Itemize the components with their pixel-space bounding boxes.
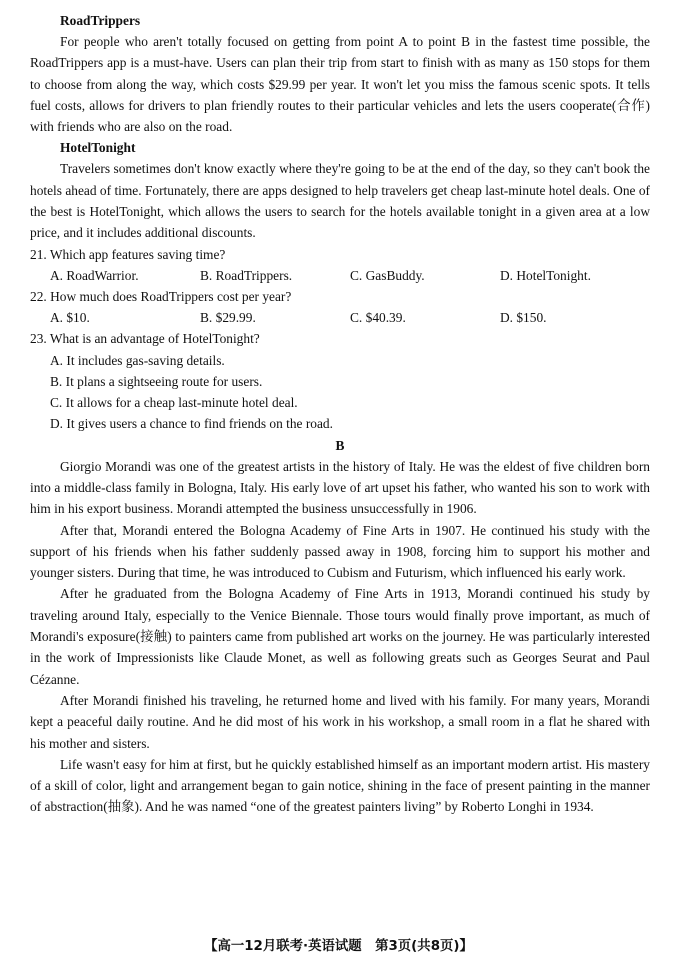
option-21-d: D. HotelTonight. [500,267,591,283]
paragraph-b-2: After that, Morandi entered the Bologna Academy of Fine Arts in 1907. He continued his study with the support of his friends when his father suddenly passed away in 1908, forcing him to support his mother and younger sisters. During that time, he was introduced to Cubism and Futurism, which influenced his early work. [30,522,650,581]
paragraph-b-1: Giorgio Morandi was one of the greatest artists in the history of Italy. He was the eldest of five children born into a middle-class family in Bologna, Italy. His early love of art upset his father, who wanted his son to work with him in his export business. Morandi attempted the business unsuccessfully in 1906. [30,458,650,517]
option-21-a: A. RoadWarrior. [50,267,139,283]
heading-hoteltonight: HotelTonight [60,140,136,156]
option-22-b: B. $29.99. [200,310,256,326]
section-b-label: B [335,437,345,453]
option-21-c: C. GasBuddy. [350,267,425,283]
question-22: 22. How much does RoadTrippers cost per year? [30,289,292,305]
question-22-options [30,307,650,328]
heading-roadtrippers: RoadTrippers [60,13,141,28]
paragraph-hoteltonight: Travelers sometimes don't know exactly where they're going to be at the end of the day, so they can't book the hotels ahead of time. Fortunately, there are apps designed to help travelers get cheap last-minute hotel deals. One of the best is HotelTonight, which allows the users to search for the hotels available tonight in a given area at a low price, and it includes additional discounts. [30,161,650,241]
option-23-a: A. It includes gas-saving details. [50,352,225,368]
question-21-options [30,265,650,286]
paragraph-b-3: After he graduated from the Bologna Academy of Fine Arts in 1913, Morandi continued his study by traveling around Italy, especially to the Venice Biennale. Those tours would finally prove important, as much of Morandi's exposure(接触) to painters came from published art works on the journey. He was particularly interested in the work of Impressionists like Claude Monet, as well as following greats such as Georges Seurat and Paul Cézanne. [30,586,650,687]
question-23: 23. What is an advantage of HotelTonight? [30,331,260,347]
paragraph-roadtrippers: For people who aren't totally focused on getting from point A to point B in the fastest time possible, the RoadTrippers app is a must-have. Users can plan their trip from start to finish with as many as 150 stops for them to choose from along the way, which costs $29.99 per year. It won't let you miss the famous scenic spots. It tells fuel costs, allows for drivers to plan friendly routes to their particular vehicles and lets the users cooperate(合作) with friends who are also on the road. [30,34,650,135]
option-23-d: D. It gives users a chance to find friends on the road. [50,416,333,432]
option-22-d: D. $150. [500,310,547,326]
paragraph-b-5: Life wasn't easy for him at first, but he quickly established himself as an important modern artist. His mastery of a skill of color, light and arrangement began to gain notice, shining in the face of present painting in the manner of abstraction(抽象). And he was named “one of the greatest painters living” by Roberto Longhi in 1934. [30,756,650,815]
question-21: 21. Which app features saving time? [30,246,226,262]
option-22-a: A. $10. [50,310,90,326]
option-23-b: B. It plans a sightseeing route for users. [50,373,263,389]
paragraph-b-4: After Morandi finished his traveling, he returned home and lived with his family. For many years, Morandi kept a peaceful daily routine. And he did most of his work in his workshop, a small room in a flat he shared with his mother and sisters. [30,692,650,751]
option-23-c: C. It allows for a cheap last-minute hotel deal. [50,395,298,411]
page-footer: 【高一12月联考·英语试题 第3页(共8页)】 [204,939,473,954]
option-22-c: C. $40.39. [350,310,406,326]
option-21-b: B. RoadTrippers. [200,267,293,283]
exam-page [30,10,650,818]
